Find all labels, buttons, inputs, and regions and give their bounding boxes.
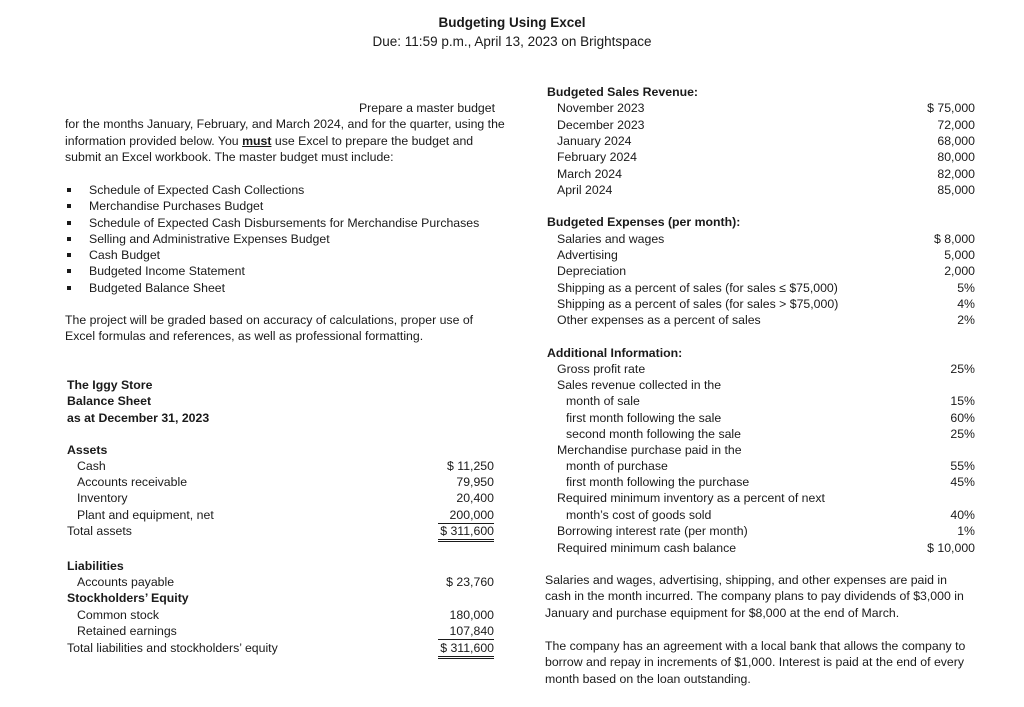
bullet-icon: [67, 253, 71, 257]
expense-label: Depreciation: [557, 264, 627, 278]
month-of-purchase-label: month of purchase: [566, 459, 668, 473]
expense-amount: 5,000: [944, 248, 975, 262]
inventory-label-2: month’s cost of goods sold: [566, 508, 712, 522]
sales-month-label: January 2024: [557, 134, 632, 148]
sales-month-label: April 2024: [557, 183, 613, 197]
expense-label: Salaries and wages: [557, 232, 665, 246]
list-item: Budgeted Balance Sheet: [65, 280, 479, 296]
total-le-amount: $ 311,600: [438, 640, 494, 659]
intro-must: must: [242, 133, 272, 148]
sales-amount: $ 75,000: [927, 101, 975, 115]
list-item: Selling and Administrative Expenses Budget: [65, 231, 479, 247]
collected-label: Sales revenue collected in the: [557, 378, 722, 392]
sales-month-label: March 2024: [557, 167, 622, 181]
asset-label: Inventory: [77, 491, 128, 505]
sales-amount: 85,000: [937, 183, 975, 197]
inventory-value: 40%: [950, 508, 975, 522]
interest-label: Borrowing interest rate (per month): [557, 524, 748, 538]
gross-profit-value: 25%: [950, 362, 975, 376]
equity-amount: 180,000: [449, 608, 494, 622]
asset-amount: 20,400: [456, 491, 494, 505]
min-cash-value: $ 10,000: [927, 541, 975, 555]
sales-month-label: February 2024: [557, 150, 637, 164]
expense-label: Other expenses as a percent of sales: [557, 313, 761, 327]
month-of-sale-label: month of sale: [566, 394, 640, 408]
sales-amount: 68,000: [937, 134, 975, 148]
accounts-payable-amount: $ 23,760: [446, 575, 494, 589]
bullet-icon: [67, 237, 71, 241]
second-month-value: 25%: [950, 427, 975, 441]
equity-heading: Stockholders’ Equity: [67, 591, 189, 605]
sales-revenue-heading: Budgeted Sales Revenue:: [547, 85, 699, 99]
statement-title: Balance Sheet: [67, 394, 152, 409]
list-item: Schedule of Expected Cash Collections: [65, 182, 479, 198]
first-month-value: 60%: [950, 411, 975, 425]
intro-paragraph: [65, 100, 505, 165]
expense-amount: 5%: [957, 281, 975, 295]
month-of-sale-value: 15%: [950, 394, 975, 408]
purchase-paid-label: Merchandise purchase paid in the: [557, 443, 742, 457]
min-cash-label: Required minimum cash balance: [557, 541, 737, 555]
expense-amount: 4%: [957, 297, 975, 311]
expense-amount: 2,000: [944, 264, 975, 278]
expense-amount: 2%: [957, 313, 975, 327]
additional-heading: Additional Information:: [547, 346, 683, 360]
due-date: Due: 11:59 p.m., April 13, 2023 on Brightspace: [372, 34, 652, 49]
equity-label: Common stock: [77, 608, 160, 622]
sales-amount: 80,000: [937, 150, 975, 164]
gross-profit-label: Gross profit rate: [557, 362, 646, 376]
asset-amount: $ 11,250: [447, 459, 494, 473]
bullet-icon: [67, 269, 71, 273]
accounts-payable-label: Accounts payable: [77, 575, 175, 589]
balance-sheet-header: [67, 377, 209, 426]
bank-agreement-note: The company has an agreement with a local bank that allows the company to borrow and repay in increments of $1,000. Interest is paid at the end of every month based on the loan outstanding.: [545, 639, 966, 686]
total-le-label: Total liabilities and stockholders’ equity: [67, 641, 278, 655]
second-month-label: second month following the sale: [566, 427, 741, 441]
bullet-icon: [67, 286, 71, 290]
total-assets-label: Total assets: [67, 524, 132, 538]
list-item: Merchandise Purchases Budget: [65, 198, 479, 214]
first-month-label: first month following the sale: [566, 411, 722, 425]
interest-value: 1%: [957, 524, 975, 538]
bullet-icon: [67, 221, 71, 225]
asset-amount: 79,950: [456, 475, 494, 489]
asset-label: Plant and equipment, net: [77, 508, 214, 522]
intro-line-1: Prepare a master budget: [358, 101, 495, 115]
expense-label: Shipping as a percent of sales (for sales > $75,000): [557, 297, 839, 311]
sales-amount: 72,000: [937, 118, 975, 132]
cash-payment-note: Salaries and wages, advertising, shipping, and other expenses are paid in cash in the month incurred. The company plans to pay dividends of $3,000 in January and purchase equipment for $8,000 at the end of March.: [545, 573, 964, 620]
grading-note: The project will be graded based on accuracy of calculations, proper use of Excel formulas and references, as well as professional formatting.: [65, 313, 474, 344]
sales-amount: 82,000: [937, 167, 975, 181]
inventory-label-1: Required minimum inventory as a percent of next: [557, 491, 825, 505]
list-item: Schedule of Expected Cash Disbursements for Merchandise Purchases: [65, 215, 479, 231]
list-item: Budgeted Income Statement: [65, 263, 479, 279]
asset-amount: 200,000: [438, 507, 494, 524]
document-title: Budgeting Using Excel: [438, 15, 586, 30]
first-month-purchase-value: 45%: [950, 475, 975, 489]
bullet-icon: [67, 188, 71, 192]
asset-label: Accounts receivable: [77, 475, 188, 489]
liabilities-heading: Liabilities: [67, 559, 124, 573]
assets-heading: Assets: [67, 443, 108, 457]
expense-label: Advertising: [557, 248, 618, 262]
expense-label: Shipping as a percent of sales (for sales ≤ $75,000): [557, 281, 838, 295]
list-item: Cash Budget: [65, 247, 479, 263]
equity-label: Retained earnings: [77, 624, 177, 638]
intro-text-2: use Excel to prepare the budget and submit an Excel workbook. The master budget must include:: [65, 133, 474, 164]
expenses-heading: Budgeted Expenses (per month):: [547, 215, 741, 229]
statement-date: as at December 31, 2023: [67, 410, 210, 425]
expense-amount: $ 8,000: [933, 232, 975, 246]
month-of-purchase-value: 55%: [950, 459, 975, 473]
equity-amount: 107,840: [438, 623, 494, 640]
asset-label: Cash: [77, 459, 106, 473]
schedule-list: [65, 182, 479, 296]
company-name: The Iggy Store: [67, 378, 153, 392]
intro-text-1: for the months January, February, and March 2024, and for the quarter, using the information provided below. You: [65, 117, 505, 148]
bullet-icon: [67, 204, 71, 208]
sales-month-label: December 2023: [557, 118, 645, 132]
sales-month-label: November 2023: [557, 101, 645, 115]
total-assets-amount: $ 311,600: [438, 523, 494, 542]
first-month-purchase-label: first month following the purchase: [566, 475, 750, 489]
